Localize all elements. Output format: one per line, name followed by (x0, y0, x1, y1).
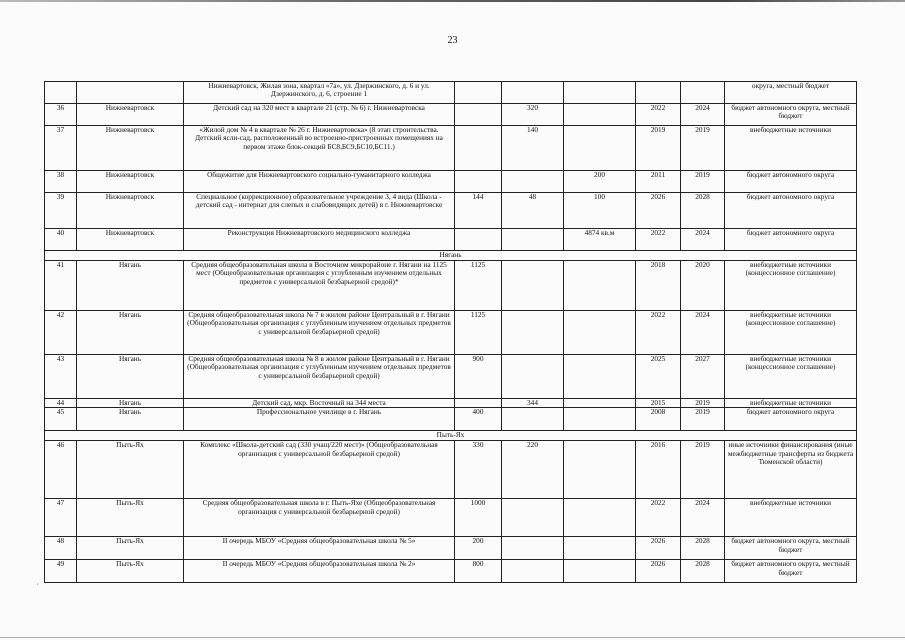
table-row (45, 104, 857, 126)
capacity-1-cell (455, 104, 502, 126)
year-end-cell: 2020 (681, 261, 725, 311)
city-cell: Нягань (77, 399, 184, 408)
capacity-1-cell (455, 126, 502, 171)
funding-source-cell: бюджет автономного округа (725, 229, 857, 251)
capacity-3-cell (564, 499, 636, 537)
object-name-cell: Средняя общеобразовательная школа в Восточном микрорайоне г. Нягани на 1125 мест (Общеобразовательная организация с углубленным изучением отдельных предметов с универсальной безбарьерной средой)* (184, 261, 455, 311)
year-start-cell: 2022 (636, 104, 681, 126)
row-number: 36 (45, 104, 77, 126)
city-cell: Нижневартовск (77, 229, 184, 251)
capacity-1-cell: 400 (455, 408, 502, 431)
city-cell: Нягань (77, 408, 184, 431)
funding-source-cell: бюджет автономного округа (725, 193, 857, 229)
city-cell: Нижневартовск (77, 171, 184, 193)
table-row (45, 82, 857, 104)
row-number: 38 (45, 171, 77, 193)
object-name-cell: Реконструкция Нижневартовского медицинского колледжа (184, 229, 455, 251)
year-start-cell: 2008 (636, 408, 681, 431)
capacity-1-cell: 1125 (455, 261, 502, 311)
funding-source-cell: бюджет автономного округа (725, 408, 857, 431)
table-row (45, 355, 857, 399)
capacity-2-cell (502, 311, 564, 355)
city-cell: Пыть-Ях (77, 560, 184, 583)
city-cell: Нижневартовск (77, 104, 184, 126)
row-number: 37 (45, 126, 77, 171)
capacity-1-cell (455, 399, 502, 408)
section-title: Пыть-Ях (45, 431, 857, 441)
object-name-cell: «Жилой дом № 4 в квартале № 26 г. Нижневартовска» (8 этап строительства. Детский ясли-сад, расположенный во встроенно-пристроенных помещениях на первом этаже блок-секций БС8,БС9,БС10,БС11.) (184, 126, 455, 171)
capacity-1-cell (455, 82, 502, 104)
capacity-3-cell (564, 441, 636, 499)
capacity-3-cell (564, 261, 636, 311)
funding-source-cell: бюджет автономного округа, местный бюджет (725, 537, 857, 560)
capacity-3-cell (564, 82, 636, 104)
capacity-1-cell: 800 (455, 560, 502, 583)
capacity-1-cell: 1000 (455, 499, 502, 537)
year-end-cell: 2027 (681, 355, 725, 399)
table-row (45, 560, 857, 583)
table-row (45, 441, 857, 499)
year-start-cell: 2011 (636, 171, 681, 193)
year-end-cell: 2024 (681, 311, 725, 355)
city-cell: Нягань (77, 355, 184, 399)
table-row (45, 126, 857, 171)
year-start-cell: 2022 (636, 229, 681, 251)
row-number: 40 (45, 229, 77, 251)
city-cell (77, 82, 184, 104)
funding-source-cell: внебюджетные источники (725, 499, 857, 537)
capacity-2-cell (502, 82, 564, 104)
year-start-cell: 2019 (636, 126, 681, 171)
year-end-cell: 2019 (681, 171, 725, 193)
object-name-cell: Нижневартовск, Жилая зона, квартал «7а», ул. Дзержинского, д. 6 и ул. Дзержинского, д. 6, строение 1 (184, 82, 455, 104)
funding-source-cell: бюджет автономного округа, местный бюджет (725, 104, 857, 126)
row-number: 43 (45, 355, 77, 399)
city-cell: Нижневартовск (77, 126, 184, 171)
capacity-3-cell (564, 126, 636, 171)
capacity-2-cell (502, 499, 564, 537)
capacity-2-cell: 220 (502, 441, 564, 499)
city-cell: Пыть-Ях (77, 537, 184, 560)
page-number: 23 (447, 35, 458, 46)
city-cell: Пыть-Ях (77, 499, 184, 537)
capacity-2-cell (502, 229, 564, 251)
year-start-cell: 2026 (636, 193, 681, 229)
funding-source-cell: округа, местный бюджет (725, 82, 857, 104)
funding-source-cell: внебюджетные источники (концессионное соглашение) (725, 311, 857, 355)
year-end-cell: 2019 (681, 408, 725, 431)
table-body (45, 82, 857, 583)
funding-source-cell: бюджет автономного округа (725, 171, 857, 193)
top-edge-line (0, 0, 905, 2)
year-end-cell (681, 82, 725, 104)
year-end-cell: 2028 (681, 193, 725, 229)
year-start-cell: 2022 (636, 311, 681, 355)
city-cell: Нягань (77, 311, 184, 355)
bottom-edge-line (0, 637, 905, 638)
capacity-3-cell: 200 (564, 171, 636, 193)
capacity-2-cell (502, 537, 564, 560)
table-row (45, 311, 857, 355)
year-start-cell: 2015 (636, 399, 681, 408)
row-number: 46 (45, 441, 77, 499)
section-title: Нягань (45, 251, 857, 261)
year-end-cell: 2019 (681, 399, 725, 408)
year-start-cell: 2022 (636, 499, 681, 537)
year-start-cell: 2026 (636, 537, 681, 560)
object-name-cell: II очередь МБОУ «Средняя общеобразовательная школа № 2» (184, 560, 455, 583)
table-row (45, 229, 857, 251)
capacity-2-cell: 344 (502, 399, 564, 408)
row-number: 44 (45, 399, 77, 408)
object-name-cell: Средняя общеобразовательная школа в г. Пыть-Яхе (Общеобразовательная организация с универсальной безбарьерной средой) (184, 499, 455, 537)
object-name-cell: Комплекс «Школа-детский сад (330 учащ/220 мест)» (Общеобразовательная организация с универсальной безбарьерной средой) (184, 441, 455, 499)
capacity-1-cell: 144 (455, 193, 502, 229)
object-name-cell: Общежитие для Нижневартовского социально-гуманитарного колледжа (184, 171, 455, 193)
capacity-2-cell (502, 355, 564, 399)
capacity-1-cell (455, 171, 502, 193)
capacity-3-cell (564, 355, 636, 399)
capacity-2-cell (502, 408, 564, 431)
city-cell: Нягань (77, 261, 184, 311)
capacity-3-cell (564, 399, 636, 408)
row-number: 48 (45, 537, 77, 560)
object-name-cell: Специальное (коррекционное) образовательное учреждение 3, 4 вида (Школа - детский сад - интернат для слепых и слабовидящих детей) в г. Нижневартовске (184, 193, 455, 229)
table-row (45, 408, 857, 431)
capacity-1-cell (455, 229, 502, 251)
table-row (45, 399, 857, 408)
capacity-1-cell: 1125 (455, 311, 502, 355)
table-row (45, 171, 857, 193)
year-start-cell: 2026 (636, 560, 681, 583)
year-start-cell: 2018 (636, 261, 681, 311)
capacity-2-cell (502, 560, 564, 583)
funding-source-cell: внебюджетные источники (концессионное соглашение) (725, 355, 857, 399)
year-end-cell: 2024 (681, 104, 725, 126)
capacity-2-cell (502, 171, 564, 193)
year-start-cell: 2025 (636, 355, 681, 399)
funding-source-cell: внебюджетные источники (725, 126, 857, 171)
table-row (45, 193, 857, 229)
objects-table (44, 81, 857, 583)
city-cell: Пыть-Ях (77, 441, 184, 499)
funding-source-cell: внебюджетные источники (725, 399, 857, 408)
object-name-cell: Детский сад на 320 мест в квартале 21 (стр. № 6) г. Нижневартовска (184, 104, 455, 126)
object-name-cell: Средняя общеобразовательная школа № 7 в жилом районе Центральный в г. Нягани (Общеобразовательная организация с углубленным изучением отдельных предметов с универсальной безбарьерной средой) (184, 311, 455, 355)
capacity-3-cell (564, 104, 636, 126)
funding-source-cell: иные источники финансирования (иные межбюджетные трансферты из бюджета Тюменской области) (725, 441, 857, 499)
year-end-cell: 2028 (681, 560, 725, 583)
object-name-cell: Детский сад, мкр. Восточный на 344 места (184, 399, 455, 408)
object-name-cell: II очередь МБОУ «Средняя общеобразовательная школа № 5» (184, 537, 455, 560)
row-number: 41 (45, 261, 77, 311)
row-number: 49 (45, 560, 77, 583)
table-row (45, 499, 857, 537)
capacity-2-cell: 320 (502, 104, 564, 126)
year-end-cell: 2019 (681, 126, 725, 171)
capacity-1-cell: 330 (455, 441, 502, 499)
capacity-3-cell (564, 311, 636, 355)
capacity-3-cell: 4874 кв.м (564, 229, 636, 251)
capacity-2-cell: 48 (502, 193, 564, 229)
capacity-2-cell (502, 261, 564, 311)
city-cell: Нижневартовск (77, 193, 184, 229)
capacity-3-cell (564, 560, 636, 583)
funding-source-cell: внебюджетные источники (концессионное соглашение) (725, 261, 857, 311)
row-number: 39 (45, 193, 77, 229)
row-number: 42 (45, 311, 77, 355)
year-start-cell (636, 82, 681, 104)
capacity-3-cell: 100 (564, 193, 636, 229)
capacity-1-cell: 200 (455, 537, 502, 560)
capacity-3-cell (564, 408, 636, 431)
capacity-1-cell: 900 (455, 355, 502, 399)
table-row (45, 261, 857, 311)
year-end-cell: 2019 (681, 441, 725, 499)
row-number (45, 82, 77, 104)
year-end-cell: 2024 (681, 229, 725, 251)
funding-source-cell: бюджет автономного округа, местный бюджет (725, 560, 857, 583)
row-number: 45 (45, 408, 77, 431)
object-name-cell: Средняя общеобразовательная школа № 8 в жилом районе Центральный в г. Нягани (Общеобразовательная организация с углубленным изучением отдельных предметов с универсальной безбарьерной средой) (184, 355, 455, 399)
section-row (45, 431, 857, 441)
capacity-2-cell: 140 (502, 126, 564, 171)
object-name-cell: Профессиональное училище в г. Нягань (184, 408, 455, 431)
year-end-cell: 2024 (681, 499, 725, 537)
scan-mark: , (37, 580, 39, 586)
capacity-3-cell (564, 537, 636, 560)
table-row (45, 537, 857, 560)
section-row (45, 251, 857, 261)
year-start-cell: 2016 (636, 441, 681, 499)
year-end-cell: 2028 (681, 537, 725, 560)
row-number: 47 (45, 499, 77, 537)
